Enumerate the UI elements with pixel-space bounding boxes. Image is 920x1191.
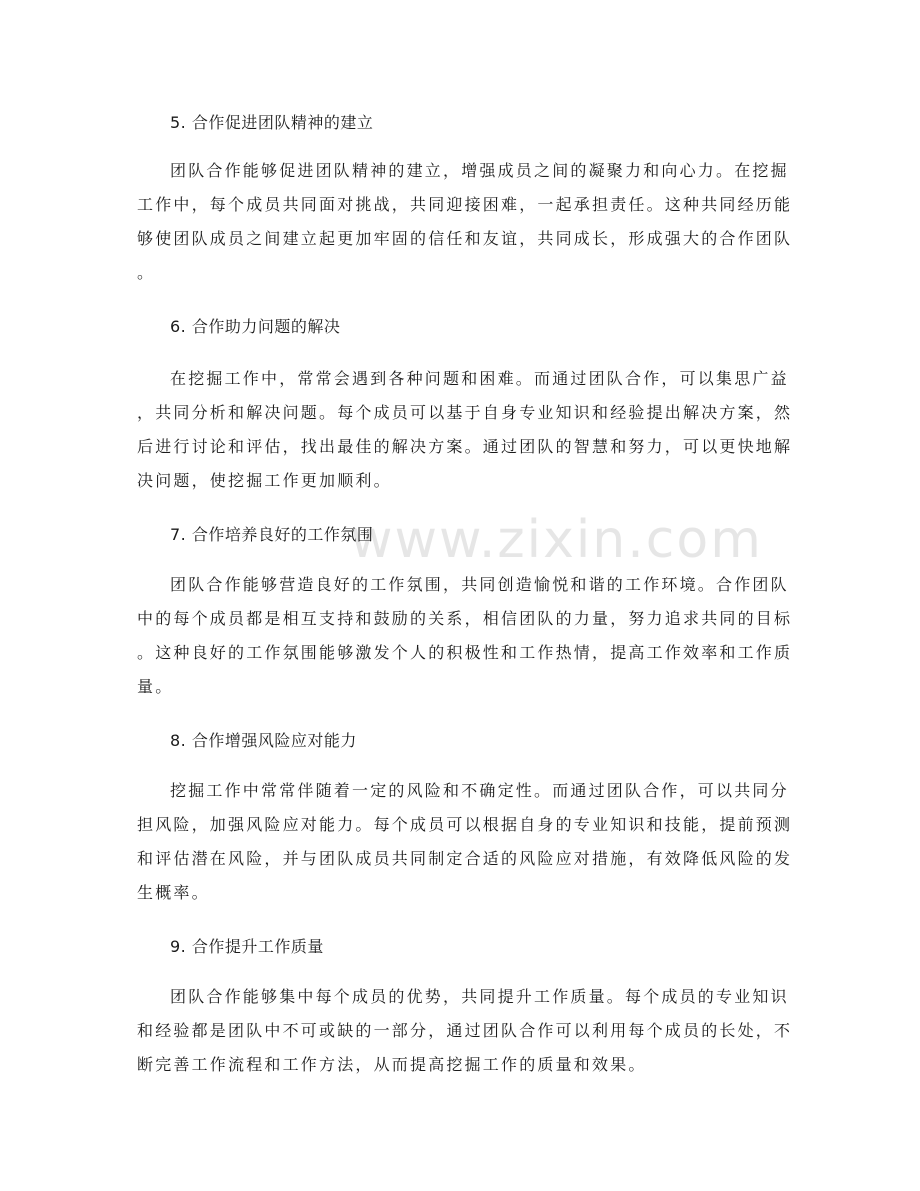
paragraph-line: 断完善工作流程和工作方法，从而提高挖掘工作的质量和效果。 [137, 1055, 647, 1074]
paragraph-line: 后进行讨论和评估，找出最佳的解决方案。通过团队的智慧和努力，可以更快地解 [137, 437, 793, 456]
section-heading: 8. 合作增强风险应对能力 [170, 731, 357, 750]
paragraph-line: 。 [137, 263, 156, 282]
paragraph-line: 团队合作能够营造良好的工作氛围，共同创造愉悦和谐的工作环境。合作团队 [170, 575, 789, 594]
paragraph-line: 工作中，每个成员共同面对挑战，共同迎接困难，一起承担责任。这种共同经历能 [137, 195, 793, 214]
paragraph-line: ，共同分析和解决问题。每个成员可以基于自身专业知识和经验提出解决方案，然 [137, 403, 793, 422]
paragraph-line: 担风险，加强风险应对能力。每个成员可以根据自身的专业知识和技能，提前预测 [137, 815, 793, 834]
watermark: www.zixin.com [350, 510, 763, 570]
paragraph-line: 团队合作能够促进团队精神的建立，增强成员之间的凝聚力和向心力。在挖掘 [170, 161, 789, 180]
paragraph-line: 中的每个成员都是相互支持和鼓励的关系，相信团队的力量，努力追求共同的目标 [137, 609, 793, 628]
paragraph-line: 够使团队成员之间建立起更加牢固的信任和友谊，共同成长，形成强大的合作团队 [137, 229, 793, 248]
paragraph-line: 量。 [137, 677, 174, 696]
paragraph-line: 在挖掘工作中，常常会遇到各种问题和困难。而通过团队合作，可以集思广益 [170, 369, 789, 388]
paragraph-line: 和经验都是团队中不可或缺的一部分，通过团队合作可以利用每个成员的长处，不 [137, 1021, 793, 1040]
paragraph-line: 挖掘工作中常常伴随着一定的风险和不确定性。而通过团队合作，可以共同分 [170, 781, 789, 800]
section-heading: 6. 合作助力问题的解决 [170, 317, 341, 336]
paragraph-line: 团队合作能够集中每个成员的优势，共同提升工作质量。每个成员的专业知识 [170, 987, 789, 1006]
paragraph-line: 生概率。 [137, 883, 210, 902]
section-heading: 9. 合作提升工作质量 [170, 937, 324, 956]
paragraph-line: 和评估潜在风险，并与团队成员共同制定合适的风险应对措施，有效降低风险的发 [137, 849, 793, 868]
paragraph-line: 决问题，使挖掘工作更加顺利。 [137, 471, 392, 490]
paragraph-line: 。这种良好的工作氛围能够激发个人的积极性和工作热情，提高工作效率和工作质 [137, 643, 793, 662]
section-heading: 7. 合作培养良好的工作氛围 [170, 525, 374, 544]
section-heading: 5. 合作促进团队精神的建立 [170, 113, 374, 132]
